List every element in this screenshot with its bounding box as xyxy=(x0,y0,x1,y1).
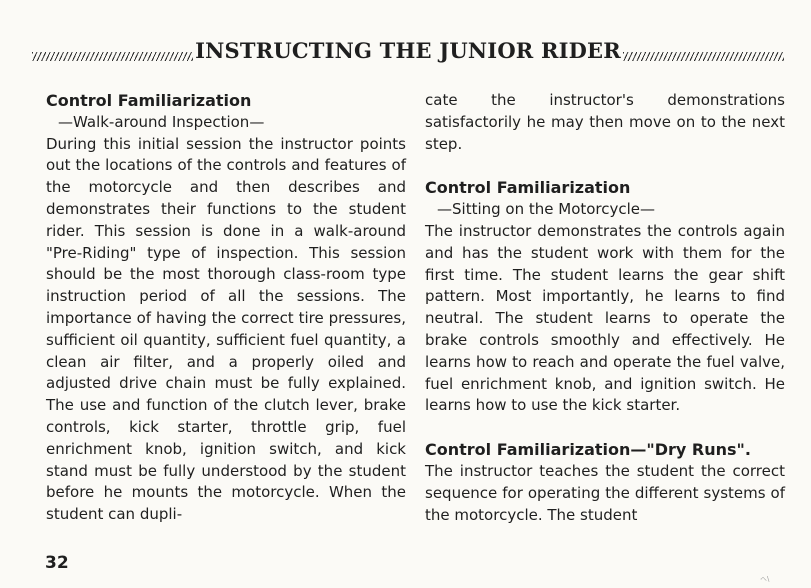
header-rule-left xyxy=(32,52,193,61)
right-column xyxy=(425,90,785,526)
page-title: INSTRUCTING THE JUNIOR RIDER xyxy=(195,38,621,63)
body-paragraph-continuation: cate the instructor's demonstrations satisfactorily he may then move on to the next step. xyxy=(425,91,785,153)
body-paragraph-walk-around: During this initial session the instructor points out the locations of the controls and features of the motorcycle and then describes and demonstrates their functions to the student rider. This session is done in a walk-around "Pre-Riding" type of inspection. This session should be the most thorough class-room type instruction period of all the sessions. The importance of having the correct tire pressures, sufficient oil quantity, sufficient fuel quantity, a clean air filter, and a properly oiled and adjusted drive chain must be fully explained. The use and function of the clutch lever, brake controls, kick starter, throttle grip, fuel enrichment knob, ignition switch, and kick stand must be fully understood by the student before he mounts the motorcycle. When the student can dupli- xyxy=(46,134,406,524)
section-heading-dry-runs: Control Familiarization—"Dry Runs". xyxy=(425,440,751,460)
section-heading-sitting: Control Familiarization xyxy=(425,178,631,198)
margin-mark: ヘ\ xyxy=(760,575,770,583)
page-header xyxy=(32,34,784,68)
page-number: 32 xyxy=(45,553,69,573)
body-paragraph-sitting: The instructor demonstrates the controls again and has the student work with them for the first time. The student learns the gear shift pattern. Most importantly, he learns to find neutral. The student learns to operate the brake controls smoothly and effectively. He learns how to reach and operate the fuel valve, fuel enrichment knob, and ignition switch. He learns how to use the kick starter. xyxy=(425,221,785,415)
section-heading-walk-around: Control Familiarization xyxy=(46,91,252,110)
body-paragraph-dry-runs: The instructor teaches the student the correct sequence for operating the different systems of the motorcycle. The student xyxy=(425,461,785,524)
left-column xyxy=(46,90,406,526)
section-subheading-sitting: —Sitting on the Motorcycle— xyxy=(437,200,656,219)
section-subheading-walk-around: —Walk-around Inspection— xyxy=(58,112,265,131)
header-rule-right xyxy=(623,52,784,61)
